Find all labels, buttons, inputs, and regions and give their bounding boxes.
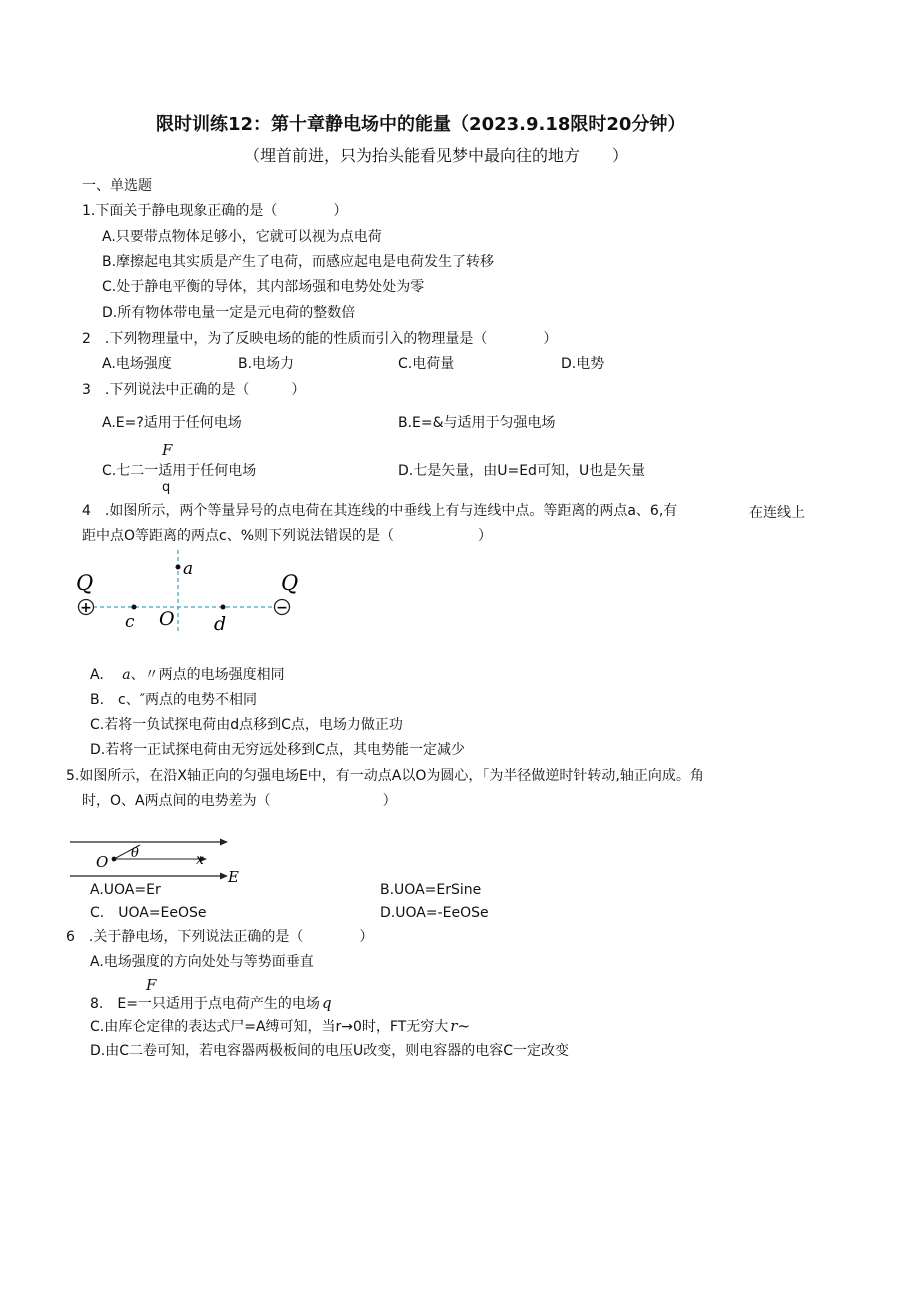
label-c: c xyxy=(125,612,135,632)
option-d: D.电势 xyxy=(561,356,605,372)
option-d: D.若将一正试探电荷由无穷远处移到C点，其电势能一定减少 xyxy=(90,742,466,758)
question-stem: 3 .下列说法中正确的是（ ） xyxy=(82,382,306,398)
option-b: B.E=&与适用于匀强电场 xyxy=(398,415,556,431)
option-a: A.E=?适用于任何电场 xyxy=(102,415,242,431)
section-heading: 一、单选题 xyxy=(82,178,152,194)
question-stem-line1: 5.如图所示，在沿X轴正向的匀强电场E中，有一动点A以O为圆心，「为半径做逆时针转动,轴正向成。角 xyxy=(66,768,704,784)
option-a xyxy=(90,666,285,684)
option-b-text: 8. E=一只适用于点电荷产生的电场 xyxy=(90,996,320,1012)
question-stem-line2: 距中点O等距离的两点c、%则下列说法错误的是（ ） xyxy=(82,528,493,544)
option-c-tail: r~ xyxy=(450,1017,471,1035)
option-b: B.摩擦起电其实质是产生了电荷，而感应起电是电荷发生了转移 xyxy=(102,254,495,270)
label-a: a xyxy=(183,559,194,579)
option-b-tail: q xyxy=(321,994,332,1012)
option-b: B.电场力 xyxy=(238,356,295,372)
point-a xyxy=(176,565,181,570)
option-d: D.由C二卷可知，若电容器两极板间的电压U改变，则电容器的电容C一定改变 xyxy=(90,1043,570,1059)
point-d xyxy=(221,605,226,610)
label-d: d xyxy=(214,613,227,635)
option-c: C. UOA=EeOSe xyxy=(90,905,207,921)
option-a: A.UOA=Er xyxy=(90,882,161,898)
option-a: A.电场强度的方向处处与等势面垂直 xyxy=(90,954,314,970)
option-c xyxy=(90,1017,470,1036)
arrow-head xyxy=(220,873,228,880)
label-q-right: Q xyxy=(281,571,299,595)
question-stem: 2 .下列物理量中，为了反映电场的能的性质而引入的物理量是（ ） xyxy=(82,331,558,347)
fraction-denominator: q xyxy=(162,480,171,495)
motto: （埋首前进，只为抬头能看见梦中最向往的地方 ） xyxy=(244,146,629,165)
option-b xyxy=(90,994,332,1013)
option-a: A.只要带点物体足够小，它就可以视为点电荷 xyxy=(102,229,382,245)
label-o: O xyxy=(96,853,109,871)
point-c xyxy=(132,605,137,610)
label-e: E xyxy=(228,868,239,886)
charges-figure xyxy=(70,550,310,640)
option-c: C.七二一适用于任何电场 xyxy=(102,463,257,479)
option-b: B. c、″两点的电势不相同 xyxy=(90,692,257,708)
question-stem: 1.下面关于静电现象正确的是（ ） xyxy=(82,203,348,219)
option-a-text: 、〃两点的电场强度相同 xyxy=(130,667,285,683)
option-c: C.电荷量 xyxy=(398,356,455,372)
option-a-italic: a xyxy=(122,667,131,683)
label-x: x xyxy=(196,852,204,868)
option-letter: A. xyxy=(90,667,104,683)
option-a: A.电场强度 xyxy=(102,356,172,372)
option-c: C.处于静电平衡的导体，其内部场强和电势处处为零 xyxy=(102,279,425,295)
arrow-head xyxy=(220,839,228,846)
minus-sign: − xyxy=(276,600,288,616)
label-q-left: Q xyxy=(76,571,94,595)
question-stem-tail: 在连线上 xyxy=(749,505,805,521)
option-b: B.UOA=ErSine xyxy=(380,882,482,898)
fraction-numerator: F xyxy=(146,976,157,994)
question-stem: 6 .关于静电场，下列说法正确的是（ ） xyxy=(66,929,374,945)
fraction-numerator: F xyxy=(162,441,173,459)
field-figure xyxy=(68,836,248,886)
option-c-text: C.由库仑定律的表达式尸=A缚可知，当r→0时，FT无穷大 xyxy=(90,1019,449,1035)
option-d: D.所有物体带电量一定是元电荷的整数倍 xyxy=(102,305,356,321)
option-c: C.若将一负试探电荷由d点移到C点，电场力做正功 xyxy=(90,717,403,733)
label-o: O xyxy=(159,608,175,630)
question-stem-line1: 4 .如图所示，两个等量异号的点电荷在其连线的中垂线上有与连线中点。等距离的两点a、6,有 xyxy=(82,503,678,519)
page-title: 限时训练12：第十章静电场中的能量（2023.9.18限时20分钟） xyxy=(156,114,686,135)
label-theta: θ xyxy=(131,846,139,861)
origin-point xyxy=(112,857,117,862)
option-d: D.UOA=-EeOSe xyxy=(380,905,489,921)
plus-sign: + xyxy=(80,600,92,616)
option-d: D.七是矢量，由U=Ed可知，U也是矢量 xyxy=(398,463,646,479)
question-stem-line2: 时，O、A两点间的电势差为（ ） xyxy=(82,793,397,809)
